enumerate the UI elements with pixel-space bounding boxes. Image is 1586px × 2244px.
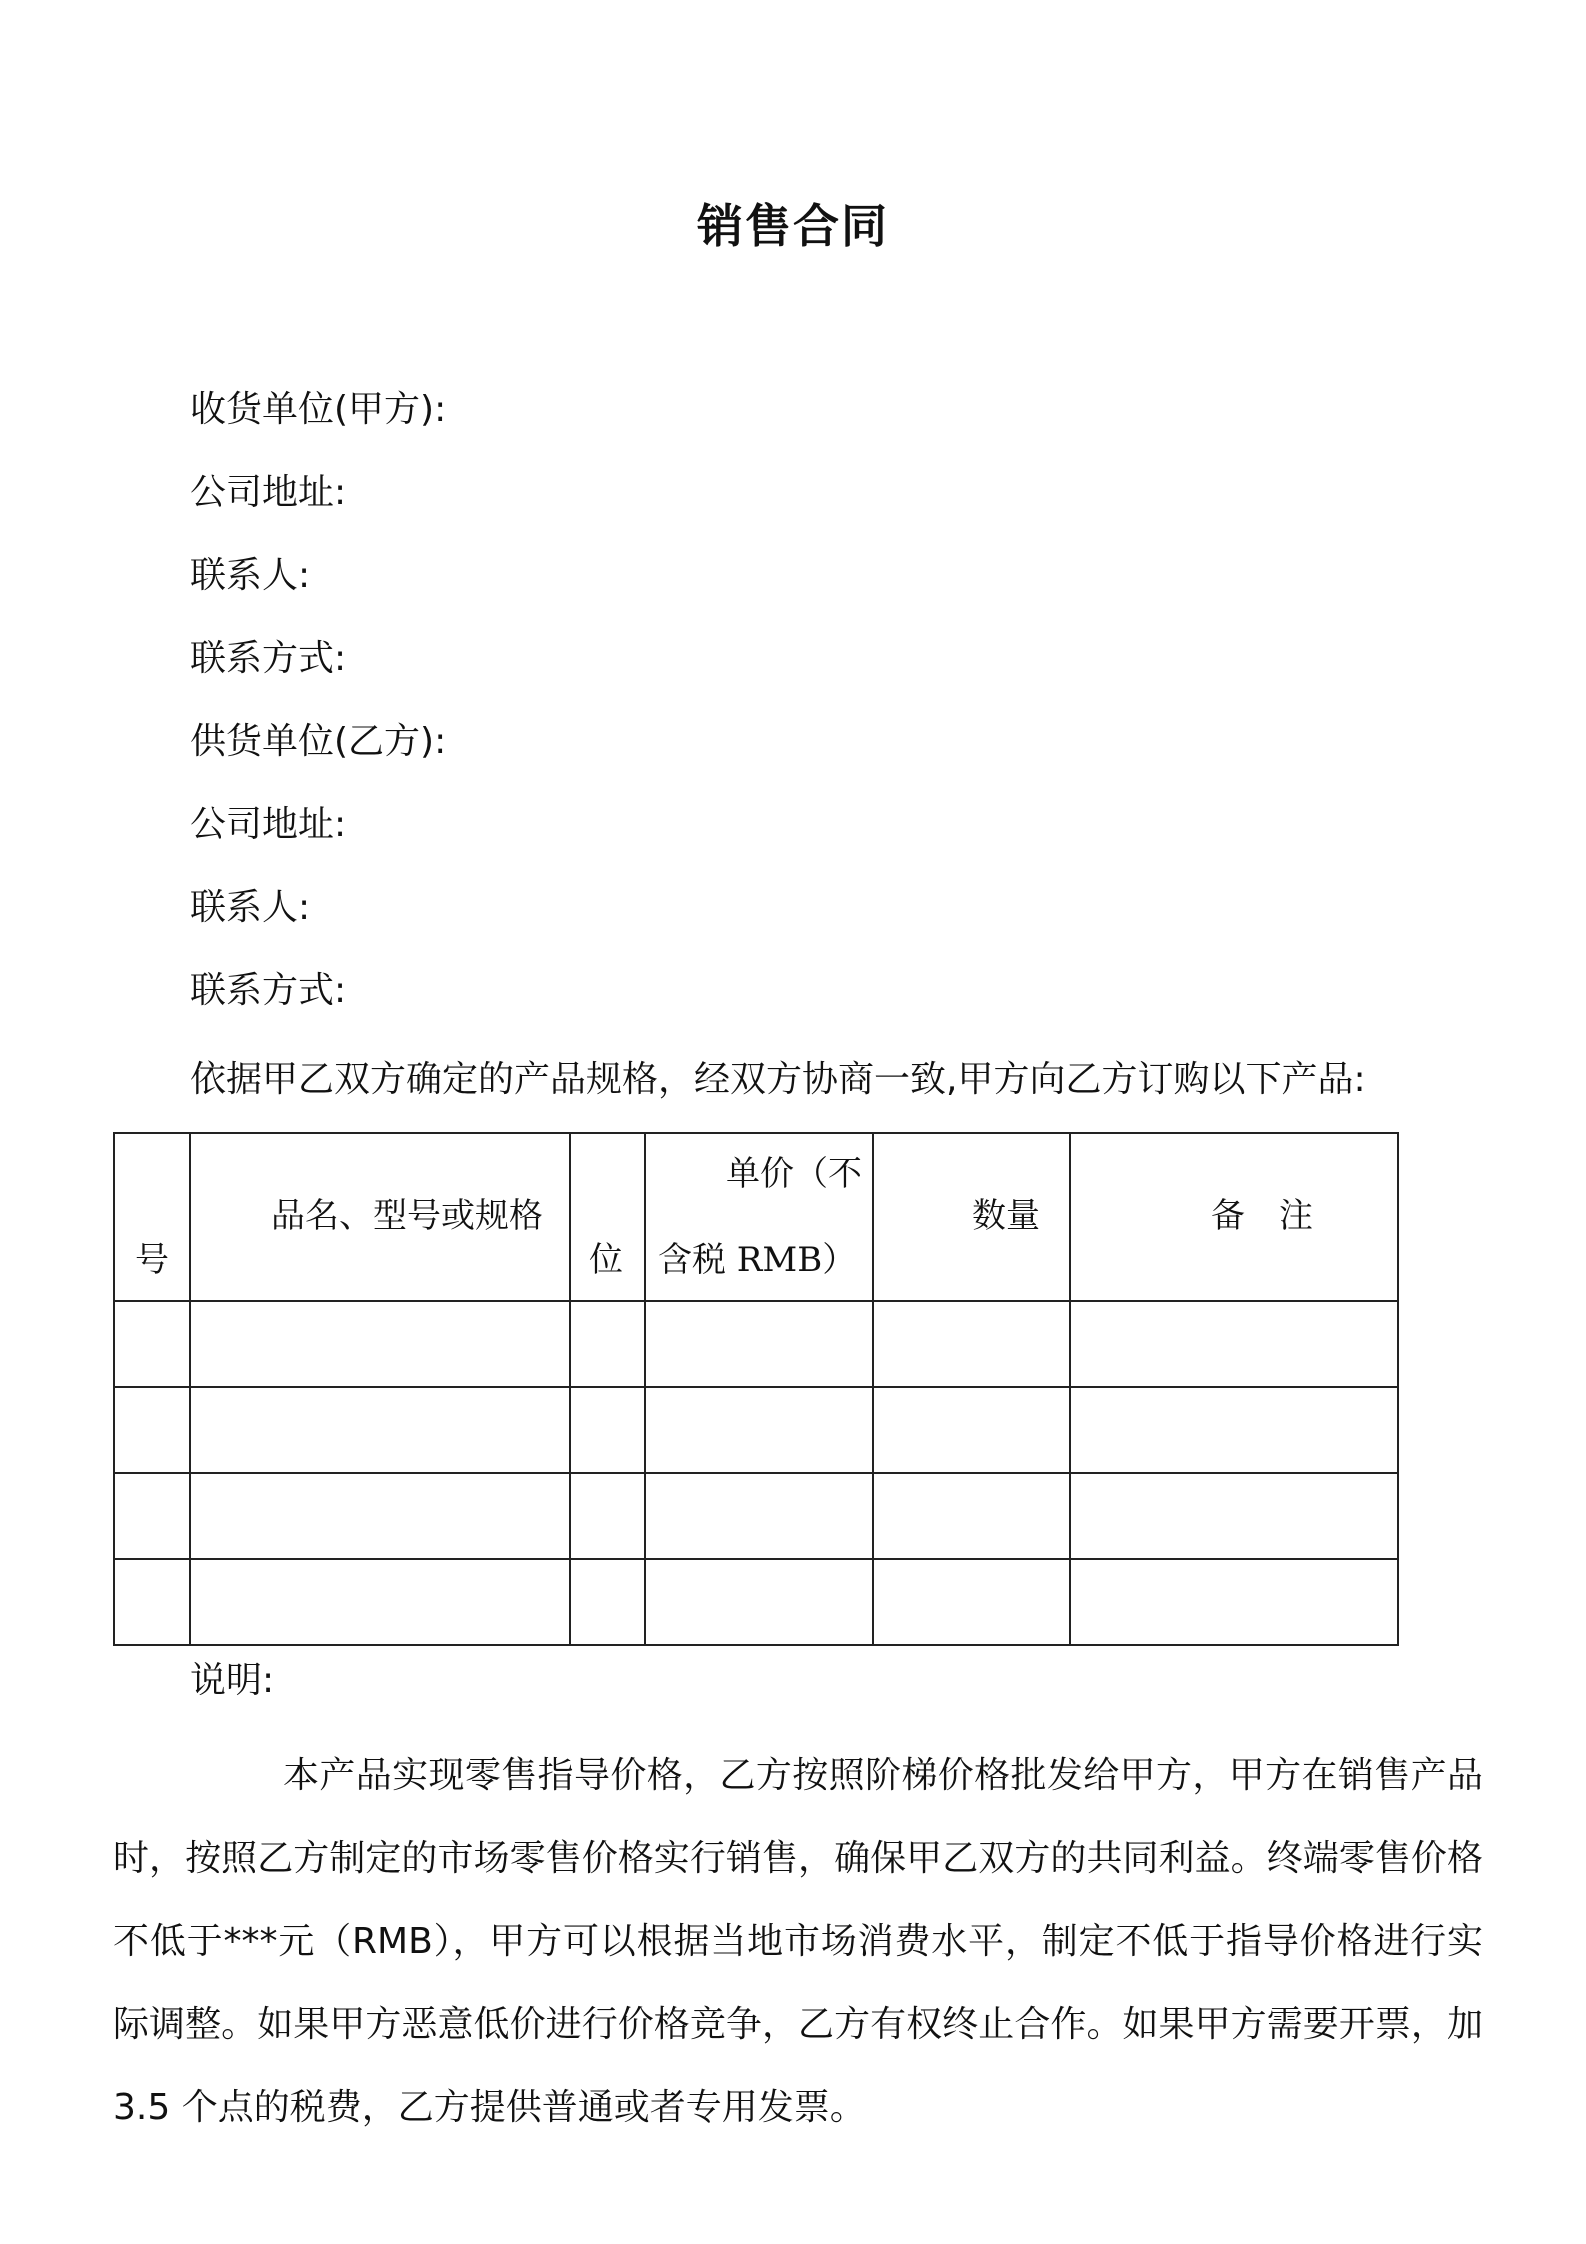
cell-qty[interactable] [873, 1387, 1070, 1473]
order-intro: 依据甲乙双方确定的产品规格，经双方协商一致,甲方向乙方订购以下产品: [190, 1059, 1366, 1100]
table-header-row [114, 1133, 1398, 1301]
cell-price[interactable] [645, 1387, 873, 1473]
cell-name[interactable] [190, 1387, 570, 1473]
cell-remark[interactable] [1070, 1473, 1398, 1559]
cell-no[interactable] [114, 1387, 190, 1473]
buyer-contact-label: 联系人: [190, 555, 311, 596]
cell-name[interactable] [190, 1301, 570, 1387]
cell-remark[interactable] [1070, 1301, 1398, 1387]
header-qty-label: 数量 [972, 1196, 1040, 1236]
cell-no[interactable] [114, 1473, 190, 1559]
note-label: 说明: [190, 1660, 275, 1701]
cell-unit[interactable] [570, 1387, 645, 1473]
header-remark-label: 备 注 [1211, 1196, 1313, 1236]
note-paragraph: 本产品实现零售指导价格，乙方按照阶梯价格批发给甲方，甲方在销售产品时，按照乙方制定的市场零售价格实行销售，确保甲乙双方的共同利益。终端零售价格不低于***元（RMB），甲方可以根据当地市场消费水平，制定不低于指导价格进行实际调整。如果甲方恶意低价进行价格竞争，乙方有权终止合作。如果甲方需要开票，加 3.5 个点的税费，乙方提供普通或者专用发票。 [113, 1755, 1483, 2128]
buyer-company-label: 收货单位(甲方): [190, 389, 447, 430]
header-remark [1070, 1133, 1398, 1301]
table-row [114, 1301, 1398, 1387]
header-qty [873, 1133, 1070, 1301]
buyer-address-label: 公司地址: [190, 472, 347, 513]
product-table [113, 1132, 1399, 1646]
header-no [114, 1133, 190, 1301]
cell-no[interactable] [114, 1559, 190, 1645]
cell-qty[interactable] [873, 1301, 1070, 1387]
buyer-phone-label: 联系方式: [190, 638, 347, 679]
seller-company-label: 供货单位(乙方): [190, 721, 447, 762]
seller-contact-label: 联系人: [190, 887, 311, 928]
cell-price[interactable] [645, 1301, 873, 1387]
cell-remark[interactable] [1070, 1559, 1398, 1645]
cell-qty[interactable] [873, 1559, 1070, 1645]
header-price [645, 1133, 873, 1301]
table-row [114, 1559, 1398, 1645]
cell-unit[interactable] [570, 1559, 645, 1645]
header-unit-label: 位 [589, 1240, 623, 1280]
header-name [190, 1133, 570, 1301]
cell-price[interactable] [645, 1473, 873, 1559]
seller-address-label: 公司地址: [190, 804, 347, 845]
header-no-label: 号 [135, 1240, 169, 1280]
header-name-label: 品名、型号或规格 [271, 1196, 543, 1236]
cell-name[interactable] [190, 1473, 570, 1559]
table-row [114, 1387, 1398, 1473]
page-title: 销售合同 [697, 199, 889, 253]
header-price-line1: 单价（不 [726, 1154, 862, 1194]
table-row [114, 1473, 1398, 1559]
cell-unit[interactable] [570, 1301, 645, 1387]
cell-name[interactable] [190, 1559, 570, 1645]
cell-qty[interactable] [873, 1473, 1070, 1559]
seller-phone-label: 联系方式: [190, 970, 347, 1011]
header-unit [570, 1133, 645, 1301]
cell-no[interactable] [114, 1301, 190, 1387]
cell-unit[interactable] [570, 1473, 645, 1559]
header-price-line2: 含税 RMB） [658, 1240, 857, 1280]
cell-price[interactable] [645, 1559, 873, 1645]
cell-remark[interactable] [1070, 1387, 1398, 1473]
